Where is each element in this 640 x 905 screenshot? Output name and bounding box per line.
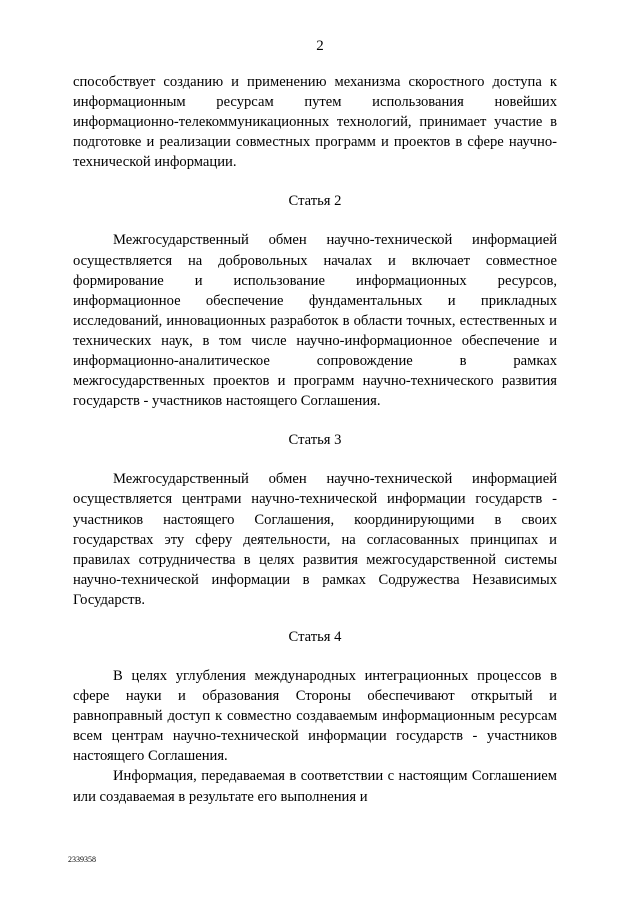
page-number: 2 — [316, 38, 324, 54]
intro-paragraph: способствует созданию и применению механизма скоростного доступа к информационным ресурсам путем использования новейших информационно-телекоммуникационных технологий, принимает участие в подготовке и реализации совместных программ и проектов в сфере научно-технической информации. — [73, 74, 557, 171]
article-4-paragraph-2: Информация, передаваемая в соответствии с настоящим Соглашением или создаваемая в результате его выполнения и — [73, 768, 557, 805]
document-code: 2339358 — [68, 855, 96, 864]
document-body — [73, 72, 557, 807]
article-4-heading: Статья 4 — [288, 628, 342, 645]
article-2-heading: Статья 2 — [288, 193, 342, 210]
article-3-heading: Статья 3 — [288, 432, 342, 449]
article-3-paragraph: Межгосударственный обмен научно-технической информацией осуществляется центрами научно-технической информации государств - участников настоящего Соглашения, координирующими в своих государствах эту сферу деятельности, на согласованных принципах и правилах сотрудничества в целях развития межгосударственной системы научно-технической информации в рамках Содружества Независимых Государств. — [73, 471, 557, 608]
article-4-paragraph-1: В целях углубления международных интеграционных процессов в сфере науки и образования Стороны обеспечивают открытый и равноправный доступ к совместно создаваемым информационным ресурсам всем центрам научно-технической информации государств - участников настоящего Соглашения. — [73, 667, 557, 765]
article-2-paragraph: Межгосударственный обмен научно-технической информацией осуществляется на добровольных началах и включает совместное формирование и использование информационных ресурсов, информационное обеспечение фундаментальных и прикладных исследований, инновационных разработок в области точных, естественных и технических наук, в том числе научно-информационное обеспечение и информационно-аналитическое сопровождение в рамках межгосударственных проектов и программ научно-технического развития государств - участников настоящего Соглашения. — [73, 232, 557, 410]
